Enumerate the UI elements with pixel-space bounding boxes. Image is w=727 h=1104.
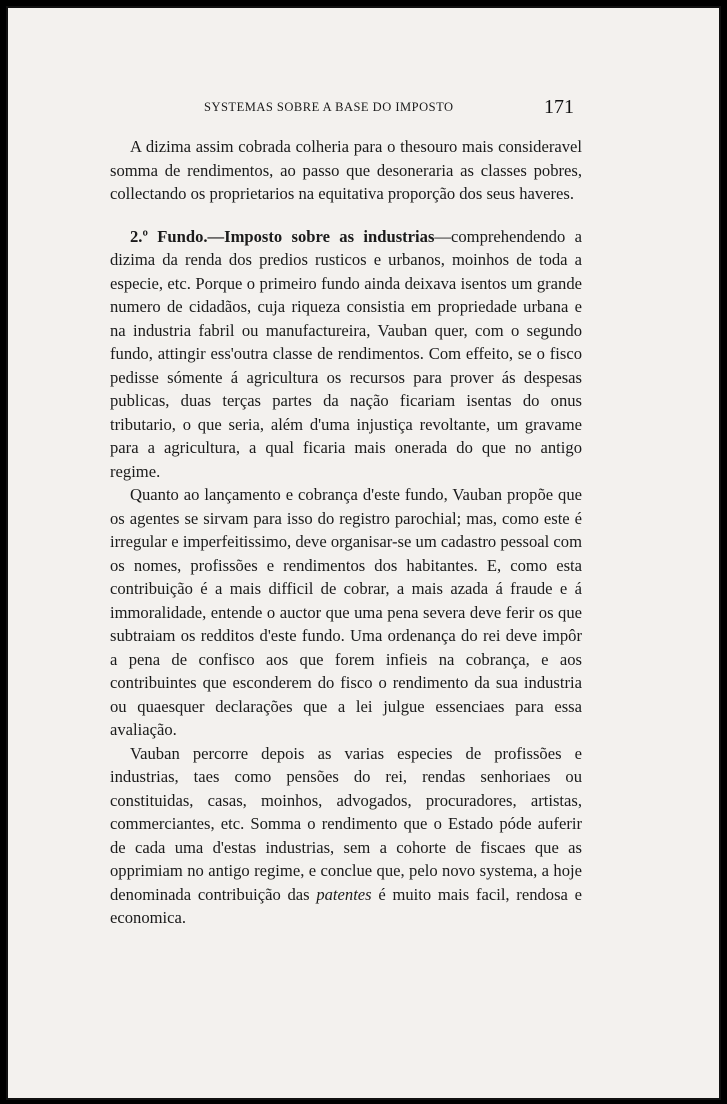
section-subject: —Imposto sobre as industrias (207, 226, 435, 246)
paragraph-2 (110, 225, 582, 484)
running-head: SYSTEMAS SOBRE A BASE DO IMPOSTO (204, 100, 454, 114)
page-number: 171 (544, 96, 574, 118)
paragraph-1: A dizima assim cobrada colheria para o thesouro mais consideravel somma de rendimentos, ao passo que desoneraria as classes pobres, collectando os proprietarios na equitativa proporção dos seus haveres. (110, 137, 582, 203)
paragraph-2-text: —comprehendendo a dizima da renda dos predios rusticos e urbanos, moinhos de toda a especie, etc. Porque o primeiro fundo ainda deixava isentos um grande numero de cidadãos, cuja riqueza consistia em propriedade urbana e na industria fabril ou manufactureira, Vauban quer, com o segundo fundo, attingir ess'outra classe de rendimentos. Com effeito, se o fisco pedisse sómente á agricultura os recursos para prover ás despesas publicas, duas terças partes da nação ficariam isentas do onus tributario, o que seria, além d'uma injustiça revoltante, um gravame para a agricultura, a qual ficaria mais onerada do que no antigo regime. (110, 226, 582, 481)
page-scan (8, 8, 719, 1098)
paragraph-4-ending: é muito mais facil, rendosa e economica. (110, 884, 582, 927)
body-text (110, 135, 582, 930)
italic-term: patentes (316, 884, 372, 904)
paragraph-4 (110, 742, 582, 930)
paragraph-3: Quanto ao lançamento e cobrança d'este fundo, Vauban propõe que os agentes se sirvam para isso do registro parochial; mas, como este é irregular e imperfeitissimo, deve organisar-se um cadastro pessoal com os nomes, profissões e rendimentos dos habitantes. E, como esta contribuição é a mais difficil de cobrar, a mais azada á fraude e á immoralidade, entende o auctor que uma pena severa deve ferir os que subtraiam os redditos d'este fundo. Uma ordenança do rei deve impôr a pena de confisco aos que forem infieis na cobrança, e aos contribuintes que esconderem do fisco o rendimento da sua industria ou quaesquer declarações que a lei julgue essenciaes para essa avaliação. (110, 485, 582, 739)
section-heading: 2.º Fundo. (130, 226, 208, 246)
paragraph-4-text: Vauban percorre depois as varias especies de profissões e industrias, taes como pensões do rei, rendas senhoriaes ou constituidas, casas, moinhos, advogados, procuradores, artistas, commerciantes, etc. Somma o rendimento que o Estado póde auferir de cada uma d'estas industrias, sem a cohorte de fiscaes que as opprimiam no antigo regime, e conclue que, pelo novo systema, a hoje denominada contribuição das (110, 743, 582, 904)
